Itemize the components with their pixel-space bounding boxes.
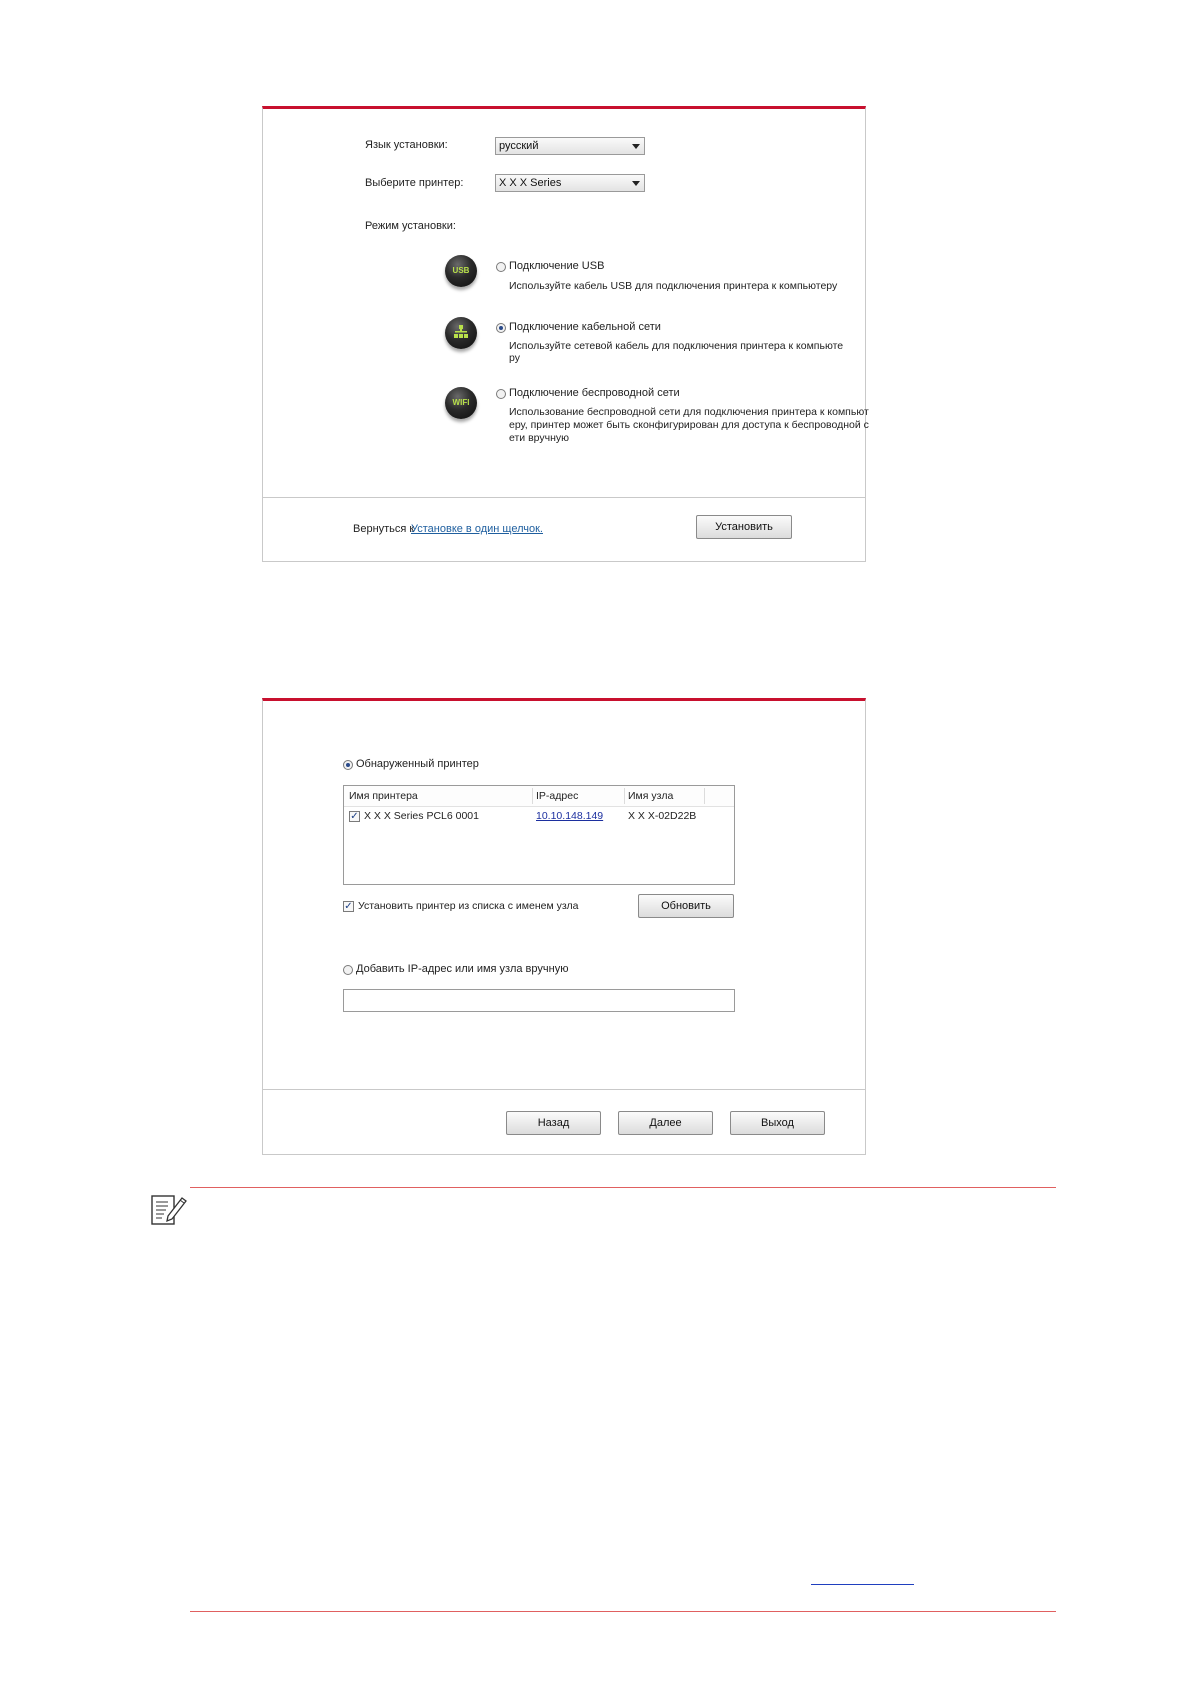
usb-connection-desc: Используйте кабель USB для подключения принтера к компьютеру [509,280,838,292]
column-divider [704,788,705,804]
install-button[interactable]: Установить [696,515,792,539]
refresh-button[interactable]: Обновить [638,894,734,918]
chevron-down-icon [632,181,640,186]
note-pencil-icon [150,1192,188,1228]
wireless-network-radio[interactable] [496,389,506,399]
chevron-down-icon [632,144,640,149]
column-divider [532,788,533,804]
column-ip-address[interactable]: IP-адрес [536,790,579,802]
install-language-select[interactable] [495,137,645,155]
footer-divider [263,497,865,498]
install-mode-label: Режим установки: [365,220,456,232]
printer-list-header [344,786,734,807]
wireless-network-desc-line2: еру, принтер может быть сконфигурирован для доступа к беспроводной с [509,419,869,431]
back-to-prefix: Вернуться к [353,523,415,535]
note-top-rule [190,1187,1056,1188]
column-divider [624,788,625,804]
footer-link-underline[interactable] [811,1584,914,1585]
wired-network-radio[interactable] [496,323,506,333]
row-printer-name: X X X Series PCL6 0001 [364,810,479,822]
page-bottom-rule [190,1611,1056,1612]
exit-button[interactable]: Выход [730,1111,825,1135]
detected-printer-label[interactable]: Обнаруженный принтер [356,758,479,770]
wired-network-desc-line1: Используйте сетевой кабель для подключения принтера к компьюте [509,340,844,352]
usb-icon: USB [445,255,477,287]
wired-network-title[interactable]: Подключение кабельной сети [509,321,661,333]
ethernet-icon [445,317,477,349]
manual-address-input[interactable] [343,989,735,1012]
select-printer-select[interactable] [495,174,645,192]
one-click-install-link[interactable]: Установке в один щелчок. [411,523,543,535]
select-printer-value: X X X Series [499,177,562,189]
wireless-network-desc-line1: Использование беспроводной сети для подключения принтера к компьют [509,406,869,418]
wifi-icon: WIFI [445,387,477,419]
back-button[interactable]: Назад [506,1111,601,1135]
select-printer-label: Выберите принтер: [365,177,464,189]
footer-divider [263,1089,865,1090]
table-row[interactable] [344,808,734,826]
install-by-host-checkbox[interactable]: ✓ [344,901,353,912]
install-language-label: Язык установки: [365,139,448,151]
wireless-network-desc-line3: ети вручную [509,432,570,444]
usb-connection-title[interactable]: Подключение USB [509,260,605,272]
printer-list[interactable] [343,785,735,885]
manual-add-radio[interactable] [343,965,353,975]
detected-printer-radio[interactable] [343,760,353,770]
wired-network-desc-line2: ру [509,352,520,364]
ethernet-port-glyph [445,317,477,349]
install-settings-panel [262,106,869,562]
printer-selection-panel [262,698,866,1155]
column-host-name[interactable]: Имя узла [628,790,674,802]
install-by-host-label[interactable]: Установить принтер из списка с именем узла [358,900,579,912]
column-printer-name[interactable]: Имя принтера [349,790,418,802]
row-checkbox[interactable]: ✓ [350,811,359,822]
usb-connection-radio[interactable] [496,262,506,272]
next-button[interactable]: Далее [618,1111,713,1135]
wireless-network-title[interactable]: Подключение беспроводной сети [509,387,680,399]
row-ip-address[interactable]: 10.10.148.149 [536,810,604,822]
row-host-name: X X X-02D22B [628,810,697,822]
manual-add-label[interactable]: Добавить IP-адрес или имя узла вручную [356,963,569,975]
install-language-value: русский [499,140,539,152]
